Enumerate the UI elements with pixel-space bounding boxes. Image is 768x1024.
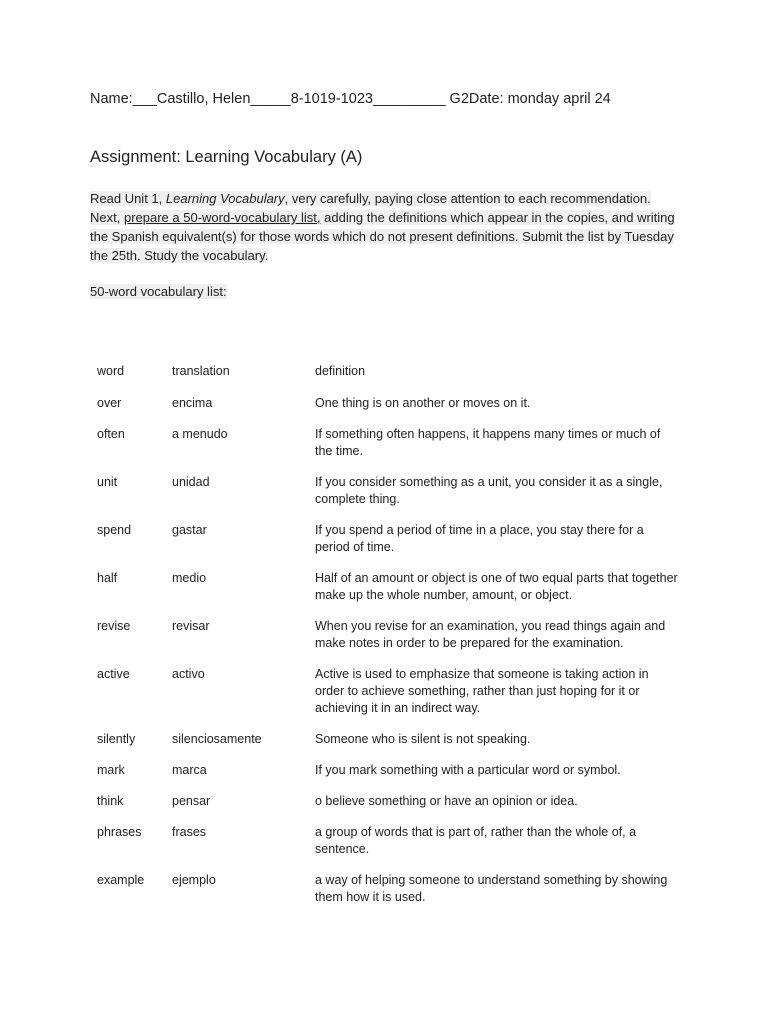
definition-cell: When you revise for an examination, you read things again and make notes in order to be prepared for the examination.	[315, 619, 666, 650]
table-body	[90, 388, 686, 913]
instructions-text-2: , very carefully, paying close attention to each recommendation.	[284, 191, 651, 206]
table-row	[90, 467, 686, 515]
definition-cell: o believe something or have an opinion or idea.	[315, 794, 578, 808]
instructions-text-4: adding the definitions which appear in the copies, and writing the Spanish equivalent(s) for those words which do not present definitions. Submit the list by Tuesday the 25th. Study the vocabulary.	[90, 210, 675, 263]
table-row	[90, 388, 686, 419]
table-row	[90, 563, 686, 611]
translation-cell: medio	[172, 571, 207, 585]
table-row	[90, 659, 686, 724]
definition-cell: Half of an amount or object is one of two equal parts that together make up the whole number, amount, or object.	[315, 571, 678, 602]
word-cell: spend	[97, 523, 132, 537]
table-row	[90, 419, 686, 467]
translation-cell: revisar	[172, 619, 210, 633]
vocabulary-table	[90, 357, 686, 913]
book-title: Learning Vocabulary	[165, 191, 285, 206]
definition-cell: If something often happens, it happens many times or much of the time.	[315, 427, 661, 458]
table-row	[90, 786, 686, 817]
translation-cell: activo	[172, 667, 205, 681]
word-cell: phrases	[97, 825, 142, 839]
student-info-line: Name:___Castillo, Helen_____8-1019-1023_________ G2Date: monday april 24	[90, 91, 611, 107]
word-cell: mark	[97, 763, 125, 777]
translation-cell: marca	[172, 763, 207, 777]
word-cell: revise	[97, 619, 131, 633]
table-row	[90, 515, 686, 563]
table-header-row	[90, 357, 686, 388]
table-row	[90, 755, 686, 786]
word-cell: often	[97, 427, 125, 441]
instructions-text-1: Read Unit 1,	[90, 191, 166, 206]
word-cell: think	[97, 794, 124, 808]
definition-cell: a group of words that is part of, rather than the whole of, a sentence.	[315, 825, 637, 856]
definition-cell: Active is used to emphasize that someone is taking action in order to achieve something, rather than just hoping for it or achieving it in an indirect way.	[315, 667, 649, 715]
instructions-underlined: prepare a 50-word-vocabulary list,	[123, 210, 321, 225]
translation-cell: pensar	[172, 794, 211, 808]
assignment-title: Assignment: Learning Vocabulary (A)	[90, 148, 363, 166]
translation-cell: unidad	[172, 475, 210, 489]
word-cell: over	[97, 396, 122, 410]
definition-cell: If you consider something as a unit, you consider it as a single, complete thing.	[315, 475, 663, 506]
definition-cell: One thing is on another or moves on it.	[315, 396, 531, 410]
definition-cell: Someone who is silent is not speaking.	[315, 732, 531, 746]
translation-cell: silenciosamente	[172, 732, 262, 746]
word-cell: half	[97, 571, 118, 585]
word-cell: unit	[97, 475, 118, 489]
word-cell: active	[97, 667, 130, 681]
vocabulary-list-label-text: 50-word vocabulary list:	[90, 284, 227, 299]
word-cell: silently	[97, 732, 136, 746]
column-header-word: word	[97, 364, 125, 378]
translation-cell: frases	[172, 825, 207, 839]
table-row	[90, 817, 686, 865]
translation-cell: gastar	[172, 523, 207, 537]
definition-cell: a way of helping someone to understand something by showing them how it is used.	[315, 873, 668, 904]
column-header-translation: translation	[172, 364, 230, 378]
instructions-paragraph	[90, 189, 690, 265]
vocabulary-list-label	[90, 284, 227, 299]
definition-cell: If you mark something with a particular word or symbol.	[315, 763, 621, 777]
translation-cell: ejemplo	[172, 873, 216, 887]
instructions-text-3: Next,	[90, 210, 124, 225]
definition-cell: If you spend a period of time in a place, you stay there for a period of time.	[315, 523, 644, 554]
table-row	[90, 611, 686, 659]
translation-cell: a menudo	[172, 427, 228, 441]
translation-cell: encima	[172, 396, 213, 410]
table-row	[90, 724, 686, 755]
column-header-definition: definition	[315, 364, 366, 378]
table-row	[90, 865, 686, 913]
word-cell: example	[97, 873, 145, 887]
